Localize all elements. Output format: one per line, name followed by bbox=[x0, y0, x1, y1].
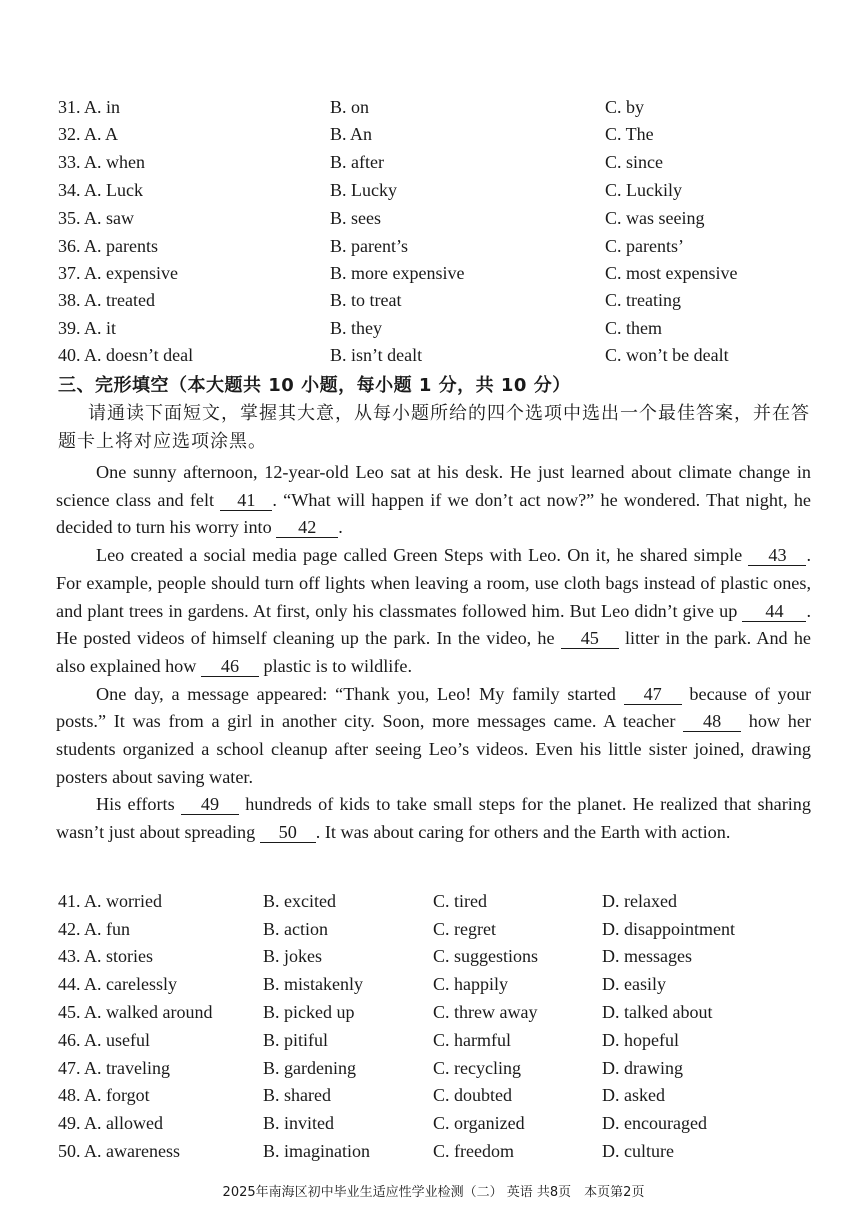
option-b: B. Lucky bbox=[330, 180, 397, 200]
option-b: B. sees bbox=[330, 208, 381, 228]
passage-paragraph bbox=[56, 791, 811, 846]
option-b: B. action bbox=[263, 919, 328, 939]
page-footer: 2025年南海区初中毕业生适应性学业检测（二） 英语 共8页 本页第2页 bbox=[222, 1185, 645, 1200]
option-row bbox=[0, 94, 867, 121]
option-row bbox=[0, 916, 867, 943]
blank-43: 43 bbox=[748, 545, 806, 566]
option-b: B. picked up bbox=[263, 1002, 355, 1022]
option-b: B. gardening bbox=[263, 1058, 356, 1078]
option-a: 44. A. carelessly bbox=[58, 974, 177, 994]
option-b: B. imagination bbox=[263, 1141, 370, 1161]
option-row bbox=[0, 260, 867, 287]
passage-text: . For example, people should turn off lights when leaving a room, use cloth bags instead of plastic ones, and plant trees in gardens. At first, only his classmates followed him. But Leo didn’t give up bbox=[56, 545, 811, 621]
option-a: 31. A. in bbox=[58, 97, 121, 117]
passage-text: Leo created a social media page called Green Steps with Leo. On it, he shared simple bbox=[96, 545, 749, 566]
option-b: B. after bbox=[330, 152, 384, 172]
option-a: 39. A. it bbox=[58, 318, 117, 338]
option-a: 40. A. doesn’t deal bbox=[58, 345, 194, 365]
option-row bbox=[0, 233, 867, 260]
option-d: D. culture bbox=[602, 1141, 674, 1161]
blank-49: 49 bbox=[181, 794, 239, 815]
option-a: 46. A. useful bbox=[58, 1030, 150, 1050]
option-b: B. mistakenly bbox=[263, 974, 363, 994]
option-b: B. parent’s bbox=[330, 236, 408, 256]
option-d: D. messages bbox=[602, 946, 692, 966]
passage-text: . bbox=[338, 517, 343, 538]
passage-text: how her students organized a school cleanup after seeing Leo’s videos. Even his little sister joined, drawing posters about saving water. bbox=[56, 711, 812, 787]
option-b: B. they bbox=[330, 318, 382, 338]
option-row bbox=[0, 888, 867, 915]
option-row bbox=[0, 205, 867, 232]
option-row bbox=[0, 1055, 867, 1082]
blank-46: 46 bbox=[201, 656, 259, 677]
passage-text: litter in the park. And he also explained how bbox=[56, 628, 812, 676]
option-a: 43. A. stories bbox=[58, 946, 154, 966]
option-a: 49. A. allowed bbox=[58, 1113, 163, 1133]
cloze-passage bbox=[56, 459, 811, 847]
option-c: C. The bbox=[605, 124, 654, 144]
option-a: 36. A. parents bbox=[58, 236, 158, 256]
passage-text: His efforts bbox=[96, 794, 181, 815]
passage-text: . “What will happen if we don’t act now?” he wondered. That night, he decided to turn his worry into bbox=[56, 489, 811, 538]
option-b: B. An bbox=[330, 124, 373, 144]
option-c: C. by bbox=[605, 97, 645, 117]
option-c: C. was seeing bbox=[605, 208, 705, 228]
option-b: B. pitiful bbox=[263, 1030, 329, 1050]
passage-text: . It was about caring for others and the Earth with action. bbox=[315, 822, 731, 843]
passage-paragraph bbox=[56, 459, 811, 542]
passage-text: . He posted videos of himself cleaning up the park. In the video, he bbox=[56, 600, 811, 649]
option-a: 32. A. A bbox=[58, 124, 119, 144]
passage-text: hundreds of kids to take small steps for the planet. He realized that sharing wasn’t just about spreading bbox=[56, 794, 811, 843]
option-a: 37. A. expensive bbox=[58, 263, 178, 283]
option-a: 48. A. forgot bbox=[58, 1085, 150, 1105]
passage-text: One sunny afternoon, 12-year-old Leo sat at his desk. He just learned about climate change in science class and felt bbox=[56, 462, 811, 510]
option-row bbox=[0, 971, 867, 998]
option-row bbox=[0, 1138, 867, 1165]
option-a: 38. A. treated bbox=[58, 290, 155, 310]
option-b: B. excited bbox=[263, 891, 336, 911]
option-row bbox=[0, 943, 867, 970]
section-instructions: 请通读下面短文，掌握其大意，从每小题所给的四个选项中选出一个最佳答案，并在答题卡上将对应选项涂黑。 bbox=[58, 403, 810, 452]
option-b: B. shared bbox=[263, 1085, 331, 1105]
option-b: B. more expensive bbox=[330, 263, 465, 283]
option-b: B. on bbox=[330, 97, 370, 117]
option-a: 33. A. when bbox=[58, 152, 145, 172]
option-row bbox=[0, 315, 867, 342]
option-d: D. hopeful bbox=[602, 1030, 679, 1050]
option-d: D. asked bbox=[602, 1085, 665, 1105]
option-c: C. them bbox=[605, 318, 662, 338]
option-row bbox=[0, 1110, 867, 1137]
passage-text: plastic is to wildlife. bbox=[258, 655, 413, 676]
option-c: C. doubted bbox=[433, 1085, 512, 1105]
option-b: B. isn’t dealt bbox=[330, 345, 423, 365]
option-c: C. recycling bbox=[433, 1058, 521, 1078]
blank-48: 48 bbox=[683, 711, 741, 732]
option-c: C. suggestions bbox=[433, 946, 539, 966]
option-row bbox=[0, 1027, 867, 1054]
option-d: D. easily bbox=[602, 974, 666, 994]
blank-41: 41 bbox=[220, 490, 272, 511]
option-b: B. to treat bbox=[330, 290, 402, 310]
option-a: 45. A. walked around bbox=[58, 1002, 213, 1022]
option-a: 41. A. worried bbox=[58, 891, 162, 911]
option-row bbox=[0, 342, 867, 369]
passage-text: because of your posts.” It was from a girl in another city. Soon, more messages came. A teacher bbox=[56, 683, 811, 732]
option-c: C. parents’ bbox=[605, 236, 684, 256]
blank-45: 45 bbox=[561, 628, 619, 649]
option-d: D. disappointment bbox=[602, 919, 735, 939]
option-a: 42. A. fun bbox=[58, 919, 130, 939]
option-c: C. harmful bbox=[433, 1030, 511, 1050]
option-c: C. regret bbox=[433, 919, 496, 939]
blank-47: 47 bbox=[624, 684, 682, 705]
option-a: 50. A. awareness bbox=[58, 1141, 180, 1161]
blank-42: 42 bbox=[276, 517, 338, 538]
blank-50: 50 bbox=[260, 822, 316, 843]
option-d: D. encouraged bbox=[602, 1113, 707, 1133]
option-a: 35. A. saw bbox=[58, 208, 134, 228]
passage-paragraph bbox=[56, 542, 811, 681]
option-c: C. organized bbox=[433, 1113, 525, 1133]
passage-text: One day, a message appeared: “Thank you, Leo! My family started bbox=[96, 683, 624, 704]
option-b: B. jokes bbox=[263, 946, 323, 966]
option-c: C. happily bbox=[433, 974, 508, 994]
option-d: D. relaxed bbox=[602, 891, 677, 911]
option-row bbox=[0, 149, 867, 176]
option-c: C. freedom bbox=[433, 1141, 514, 1161]
passage-paragraph bbox=[56, 681, 811, 792]
option-row bbox=[0, 121, 867, 148]
option-a: 47. A. traveling bbox=[58, 1058, 170, 1078]
section-title: 三、完形填空（本大题共 10 小题，每小题 1 分，共 10 分） bbox=[58, 375, 571, 396]
option-row bbox=[0, 177, 867, 204]
option-c: C. won’t be dealt bbox=[605, 345, 729, 365]
option-d: D. drawing bbox=[602, 1058, 683, 1078]
option-c: C. since bbox=[605, 152, 663, 172]
option-c: C. Luckily bbox=[605, 180, 682, 200]
option-c: C. treating bbox=[605, 290, 681, 310]
option-c: C. most expensive bbox=[605, 263, 738, 283]
option-row bbox=[0, 999, 867, 1026]
option-c: C. threw away bbox=[433, 1002, 538, 1022]
blank-44: 44 bbox=[742, 601, 806, 622]
option-row bbox=[0, 1082, 867, 1109]
option-row bbox=[0, 287, 867, 314]
option-b: B. invited bbox=[263, 1113, 334, 1133]
option-a: 34. A. Luck bbox=[58, 180, 143, 200]
option-d: D. talked about bbox=[602, 1002, 713, 1022]
option-c: C. tired bbox=[433, 891, 487, 911]
